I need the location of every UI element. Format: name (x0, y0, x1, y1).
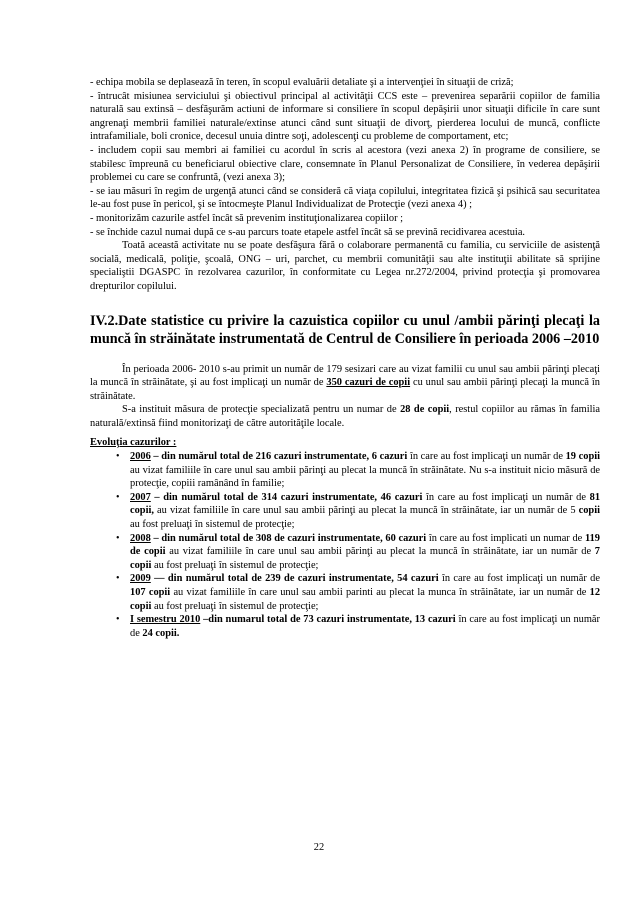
children-count: 28 de copii (400, 404, 450, 416)
paragraph: - întrucât misiunea serviciului şi obiectivul principal al activităţii CCS este – prevenirea separării copiilor de familia naturală sau extinsă – desfăşurăm actiuni de informare si consiliere în scopul depăşirii unor situaţii dificile în care sunt angrenaţi membrii familiei naturale/extinse atunci când sunt situaţii de divorţ, pierderea locului de muncă, conflicte intrafamiliale, boli cronice, decesul unuia dintre soţi, adolescenţi cu probleme de comportament, etc; (90, 90, 600, 143)
children-number: 24 copii. (142, 627, 180, 639)
cases-summary: – din numărul total de 216 cazuri instrumentate, 6 cazuri (150, 451, 408, 463)
item-text: în care au fost implicaţi un număr de (407, 451, 566, 463)
document-page (90, 76, 600, 640)
list-item (90, 613, 600, 640)
year-label: 2008 (130, 532, 151, 544)
item-text: au vizat familiile în care unul sau ambii parinti au plecat la munca în străinătate, iar un număr de (170, 587, 590, 598)
period-paragraph (90, 363, 600, 404)
intro-list (90, 76, 600, 294)
period-text-end: cu unul sau ambii părinţi plecaţi la muncă în străinătate. (90, 377, 600, 402)
protected-number: 12 copii (130, 587, 601, 612)
paragraph: - echipa mobila se deplasează în teren, în scopul evaluării detaliate şi a intervenţiei în situaţii de criză; (90, 77, 514, 88)
item-text: au fost preluaţi în sistemul de protecţie; (151, 559, 319, 571)
protected-number: copii (578, 505, 600, 517)
item-text: au fost preluaţi în sistemul de protecţie; (130, 519, 295, 531)
measure-paragraph (90, 403, 600, 430)
measure-text-end: , restul copiilor au rămas în familia naturală/extinsă fiind monitorizaţi de către autorităţile locale. (90, 404, 600, 429)
bullet-icon: • (116, 451, 120, 463)
year-label: I semestru 2010 (130, 614, 201, 626)
item-text: au vizat familiile în care unul sau ambii părinţi au plecat la muncă în străinătate, iar un număr de 5 (153, 505, 579, 517)
children-number: 19 copii (565, 451, 600, 463)
year-label: 2009 (130, 573, 151, 585)
section-heading: IV.2.Date statistice cu privire la cazuistica copiilor cu unul /ambii părinţi plecaţi la muncă în străinătate instrumentată de Centrul de Consiliere în perioada 2006 –2010 (90, 312, 600, 347)
item-text: în care au fost implicaţi un număr de (438, 573, 600, 585)
bullet-icon: • (116, 573, 120, 585)
item-text: au fost preluaţi în sistemul de protecţie; (151, 600, 319, 612)
item-text: în care au fost implicaţi un număr de (130, 614, 601, 639)
item-text: au vizat familiile în care unul sau ambii părinţi au plecat la muncă în străinătate. Nu s-a instituit nicio măsură de protecţie, copiii ramânând în familie; (130, 464, 600, 490)
cases-summary: – din numărul total de 314 cazuri instrumentate, 46 cazuri (150, 491, 423, 503)
protected-number: 7 copii (130, 546, 600, 571)
paragraph: - se iau măsuri în regim de urgenţă atunci când se consideră că viaţa copilului, integritatea fizică şi psihică sau securitatea le-au fost puse în pericol, şi se întocmeşte Planul Individualizat de Protecţie (vezi anexa 4) ; (90, 185, 600, 211)
item-text: au vizat familiile în care unul sau ambii părinţi au plecat la muncă în străinătate, iar un număr de (165, 546, 595, 558)
cases-summary: – din numărul total de 308 de cazuri instrumentate, 60 cazuri (150, 532, 427, 544)
period-text: În perioada 2006- 2010 s-au primit un număr de 179 sesizari care au vizat familii cu unul sau ambii părinţi plecaţi la muncă în străinătate, şi au fost implicaţi un număr de (90, 363, 600, 389)
evolution-label: Evoluţia cazurilor : (90, 437, 177, 449)
bullet-icon: • (116, 614, 120, 626)
list-item (90, 450, 600, 491)
measure-text: S-a instituit măsura de protecţie specializată pentru un numar de (122, 404, 401, 416)
evolution-list (90, 450, 600, 640)
children-number: 119 de copii (130, 532, 600, 558)
list-item (90, 491, 600, 532)
paragraph: - includem copii sau membri ai familiei cu acordul în scris al acestora (vezi anexa 2) în programe de consiliere, se stabilesc împreună cu beneficiarul obiective clare, consemnate în Planul Personalizat de Consiliere, în vederea depăşirii problemei cu care se confruntă, (vezi anexa 3); (90, 144, 600, 184)
year-label: 2006 (130, 451, 151, 463)
year-label: 2007 (130, 491, 151, 503)
cases-count: 350 cazuri de copii (326, 377, 411, 389)
item-text: în care au fost implicati un numar de (426, 532, 585, 544)
item-text: în care au fost implicaţi un număr de (422, 491, 590, 503)
list-item (90, 572, 600, 613)
cases-summary: — din numărul total de 239 de cazuri instrumentate, 54 cazuri (150, 573, 439, 585)
children-number: 81 copii, (130, 491, 601, 517)
paragraph: - se închide cazul numai după ce s-au parcurs toate etapele astfel încât să se prevină recidivarea acestuia. (90, 226, 526, 238)
paragraph: - monitorizăm cazurile astfel încât să prevenim instituţionalizarea copiilor ; (90, 212, 404, 224)
cases-summary: –din numarul total de 73 cazuri instrumentate, 13 cazuri (200, 614, 456, 626)
collaboration-paragraph: Toată această activitate nu se poate desfăşura fără o colaborare permanentă cu familia, cu serviciile de asistenţă socială, medicală, poliţie, şcoală, ONG – uri, parchet, cu membrii comunităţii sau alte instituţii abilitate să sprijine specialiştii DGASPC în rezolvarea cazurilor, în conformitate cu Legea nr.272/2004, privind protecţia şi promovarea drepturilor copilului. (90, 240, 600, 292)
list-item (90, 532, 600, 573)
children-number: 107 copii (130, 587, 171, 598)
page-number: 22 (313, 842, 325, 853)
bullet-icon: • (116, 491, 120, 503)
bullet-icon: • (116, 532, 120, 544)
